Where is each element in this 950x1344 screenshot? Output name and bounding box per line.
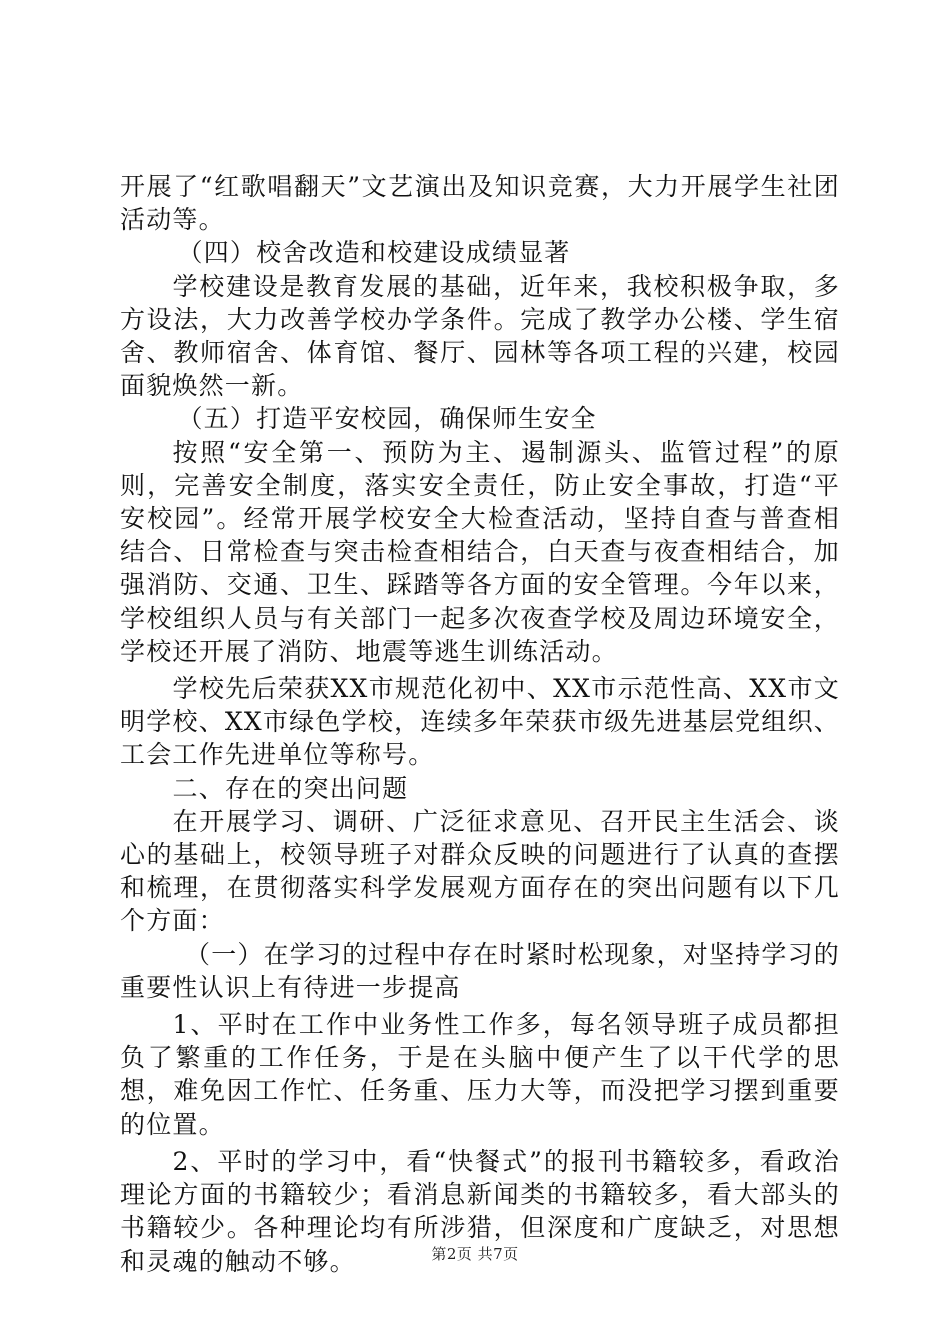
paragraph-point-1: 1、平时在工作中业务性工作多，每名领导班子成员都担负了繁重的工作任务，于是在头脑中便产生了以干代学的思想，难免因工作忙、任务重、压力大等，而没把学习摆到重要的位置。 (120, 1010, 840, 1139)
document-body (120, 170, 840, 1278)
heading-existing-problems: 二、存在的突出问题 (172, 773, 409, 803)
heading-learning-issue: （一）在学习的过程中存在时紧时松现象，对坚持学习的重要性认识上有待进一步提高 (120, 939, 841, 1002)
paragraph-student-activities: 开展了“红歌唱翻天”文艺演出及知识竞赛，大力开展学生社团活动等。 (120, 172, 840, 235)
paragraph-problems-intro: 在开展学习、调研、广泛征求意见、召开民主生活会、谈心的基础上，校领导班子对群众反映的问题进行了认真的查摆和梳理，在贯彻落实科学发展观方面存在的突出问题有以下几个方面： (120, 806, 840, 936)
paragraph-school-construction: 学校建设是教育发展的基础，近年来，我校积极争取，多方设法，大力改善学校办学条件。完成了教学办公楼、学生宿舍、教师宿舍、体育馆、餐厅、园林等各项工程的兴建，校园面貌焕然一新。 (120, 271, 840, 401)
paragraph-safety-measures: 按照“安全第一、预防为主、遏制源头、监管过程”的原则，完善安全制度，落实安全责任，防止安全事故，打造“平安校园”。经常开展学校安全大检查活动，坚持自查与普查相结合、日常检查与突击检查相结合，白天查与夜查相结合，加强消防、交通、卫生、踩踏等各方面的安全管理。今年以来，学校组织人员与有关部门一起多次夜查学校及周边环境安全，学校还开展了消防、地震等逃生训练活动。 (120, 437, 840, 666)
paragraph-point-2: 2、平时的学习中，看“快餐式”的报刊书籍较多，看政治理论方面的书籍较少；看消息新闻类的书籍较多，看大部头的书籍较少。各种理论均有所涉猎，但深度和广度缺乏，对思想和灵魂的触动不够。 (120, 1146, 840, 1276)
heading-campus-construction: （四）校舍改造和校建设成绩显著 (177, 238, 571, 268)
heading-safe-campus: （五）打造平安校园，确保师生安全 (177, 404, 597, 434)
paragraph-honors: 学校先后荣获XX市规范化初中、XX市示范性高、XX市文明学校、XX市绿色学校，连续多年荣获市级先进基层党组织、工会工作先进单位等称号。 (120, 674, 840, 770)
page-footer: 第2页 共7页 (431, 1245, 519, 1263)
